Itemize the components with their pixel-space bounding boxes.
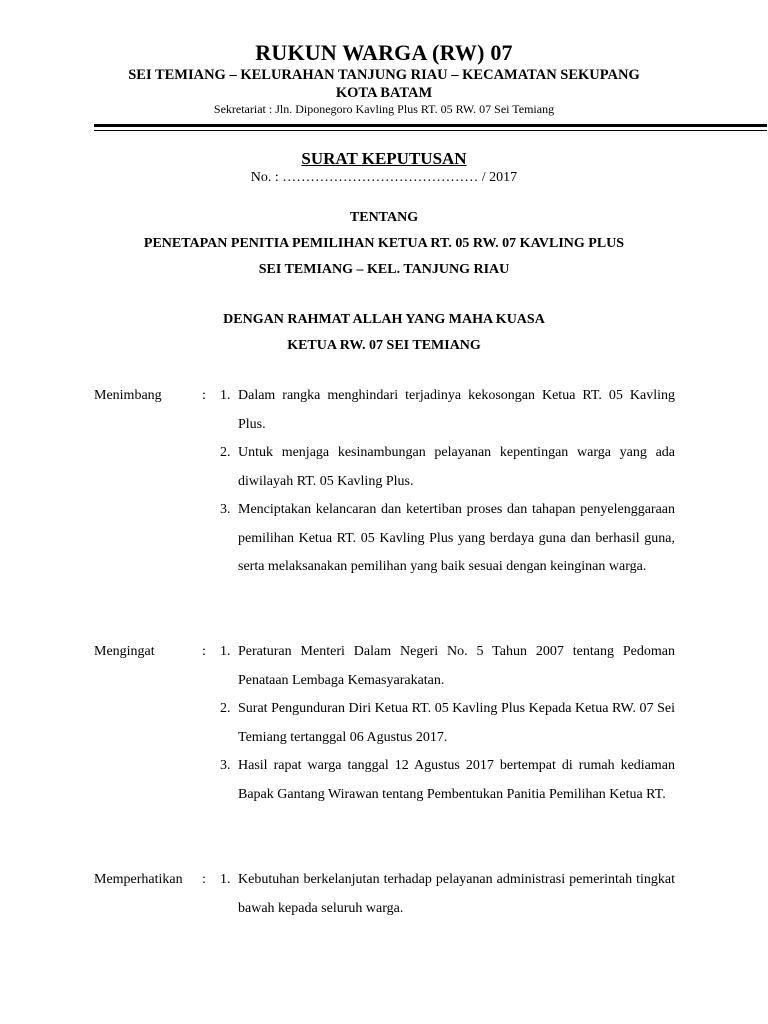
header-divider-thin: [94, 130, 767, 131]
list-item: [220, 382, 675, 439]
section-label: Mengingat: [94, 644, 155, 659]
item-text: Peraturan Menteri Dalam Negeri No. 5 Tahun 2007 tentang Pedoman Penataan Lembaga Kemasyarakatan.: [238, 644, 675, 688]
item-text: Untuk menjaga kesinambungan pelayanan kepentingan warga yang ada diwilayah RT. 05 Kavling Plus.: [238, 445, 675, 489]
item-text: Menciptakan kelancaran dan ketertiban proses dan tahapan penyelenggaraan pemilihan Ketua RT. 05 Kavling Plus yang berdaya guna dan berhasil guna, serta melaksanakan pemilihan yang baik sesuai dengan keinginan warga.: [238, 502, 675, 574]
item-number: 2.: [220, 445, 231, 460]
item-text: Surat Pengunduran Diri Ketua RT. 05 Kavling Plus Kepada Ketua RW. 07 Sei Temiang tertanggal 06 Agustus 2017.: [238, 701, 675, 745]
item-number: 1.: [220, 872, 231, 887]
section-label: Memperhatikan: [94, 872, 183, 887]
item-text: Kebutuhan berkelanjutan terhadap pelayanan administrasi pemerintah tingkat bawah kepada seluruh warga.: [238, 872, 675, 916]
list-item: [220, 496, 675, 582]
item-number: 1.: [220, 388, 231, 403]
document-issuer: KETUA RW. 07 SEI TEMIANG: [287, 338, 481, 353]
section-items: [220, 382, 675, 582]
item-number: 3.: [220, 502, 231, 517]
section-label: Menimbang: [94, 388, 162, 403]
rw-title: RUKUN WARGA (RW) 07: [255, 40, 513, 65]
section-items: [220, 638, 675, 809]
item-number: 3.: [220, 758, 231, 773]
rw-city: KOTA BATAM: [335, 85, 433, 101]
list-item: [220, 695, 675, 752]
header-divider-thick: [94, 124, 767, 127]
document-invocation: DENGAN RAHMAT ALLAH YANG MAHA KUASA: [223, 312, 545, 327]
item-text: Dalam rangka menghindari terjadinya kekosongan Ketua RT. 05 Kavling Plus.: [238, 388, 675, 432]
document-title: SURAT KEPUTUSAN: [301, 149, 467, 168]
rw-address-line: SEI TEMIANG – KELURAHAN TANJUNG RIAU – KECAMATAN SEKUPANG: [128, 67, 640, 83]
list-item: [220, 638, 675, 695]
rw-secretariat: Sekretariat : Jln. Diponegoro Kavling Plus RT. 05 RW. 07 Sei Temiang: [213, 102, 555, 116]
document-subject-line-2: SEI TEMIANG – KEL. TANJUNG RIAU: [258, 262, 510, 277]
item-text: Hasil rapat warga tanggal 12 Agustus 2017 bertempat di rumah kediaman Bapak Gantang Wirawan tentang Pembentukan Panitia Pemilihan Ketua RT.: [238, 758, 675, 802]
list-item: [220, 866, 675, 923]
section-colon: :: [202, 644, 206, 659]
item-number: 2.: [220, 701, 231, 716]
section-colon: :: [202, 388, 206, 403]
item-number: 1.: [220, 644, 231, 659]
document-number: No. : …………………………………… / 2017: [250, 170, 518, 185]
list-item: [220, 439, 675, 496]
section-items: [220, 866, 675, 923]
list-item: [220, 752, 675, 809]
document-about: TENTANG: [349, 210, 419, 225]
section-colon: :: [202, 872, 206, 887]
document-subject-line-1: PENETAPAN PENITIA PEMILIHAN KETUA RT. 05 RW. 07 KAVLING PLUS: [143, 236, 625, 251]
